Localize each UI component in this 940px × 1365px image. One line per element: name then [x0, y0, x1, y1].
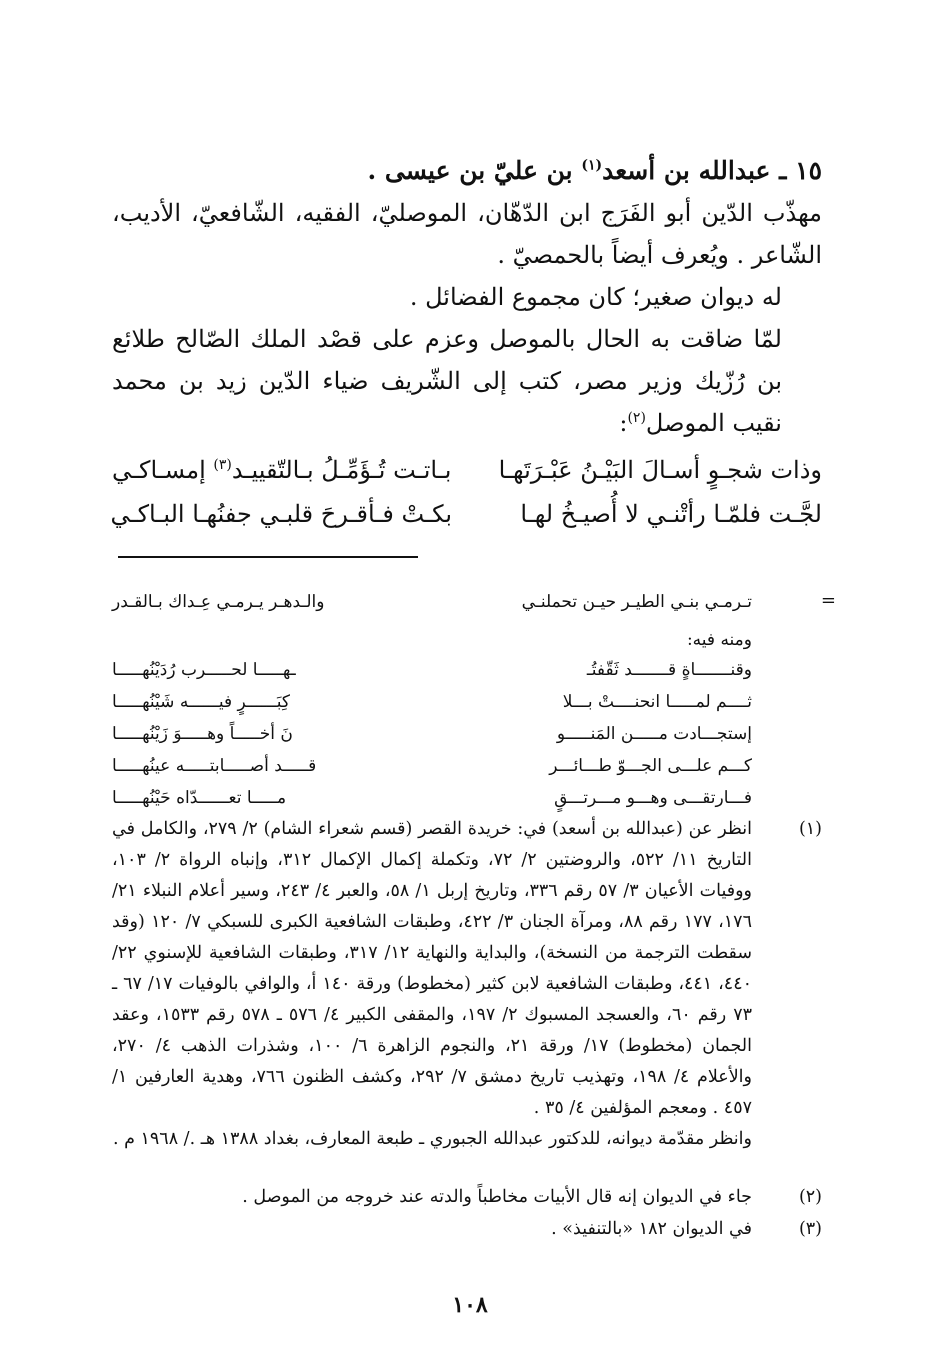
footnote-number: (٢)	[798, 1187, 822, 1207]
footnote-3	[112, 1214, 822, 1245]
footnote-verse-line	[112, 724, 752, 756]
footnote-ref-3: (٣)	[213, 457, 232, 473]
footnote-verse-hemistich-2: مـــــا تعــــــدّاه حَيْنُهـــــا	[112, 788, 287, 808]
footnote-verse-hemistich-1: تـرمـي بنـي الطيـر حيـن تحملنـي	[521, 592, 752, 612]
footnote-verse-line	[112, 756, 752, 788]
entry-title	[112, 150, 822, 192]
footnote-text: انظر عن (عبدالله بن أسعد) في: خريدة القصر (قسم شعراء الشام) ٢/ ٢٧٩، والكامل في التاريخ ١١/ ٥٢٢، والروضتين ٢/ ٧٢، وتكملة إكمال الإكمال ٣١٢، وإنباه الرواة ٢/ ١٠٣، ووفيات الأعيان ٣/ ٥٧ رقم ٣٣٦، وتاريخ إربل ١/ ٥٨، والعبر ٤/ ٢٤٣، وسير أعلام النبلاء ٢١/ ١٧٦، ١٧٧ رقم ٨٨، ومرآة الجنان ٣/ ٤٢٢، وطبقات الشافعية الكبرى للسبكي ٧/ ١٢٠ (وقد سقطت الترجمة من النسخة)، والبداية والنهاية ١٢/ ٣١٧، وطبقات الشافعية للإسنوي ٢٢/ ٤٤٠، ٤٤١، وطبقات الشافعية لابن كثير (مخطوط) ورقة ١٤٠ أ، والوافي بالوفيات ١٧/ ٦٧ ـ ٧٣ رقم ٦٠، والعسجد المسبوك ٢/ ١٩٧، والمقفى الكبير ٤/ ٥٧٦ ـ ٥٧٨ رقم ١٥٣٣، وعقد الجمان (مخطوط) ١٧/ ورقة ٢١، والنجوم الزاهرة ٦/ ١٠٠، وشذرات الذهب ٤/ ٢٧٠، والأعلام ٤/ ١٩٨، وتهذيب تاريخ دمشق ٧/ ٢٩٢، وكشف الظنون ٧٦٦، وهدية العارفين ١/ ٤٥٧ . ومعجم المؤلفين ٤/ ٣٥ .	[112, 819, 753, 1118]
verse-hemistich-2	[112, 456, 452, 484]
entry-paragraph-1: مهذّب الدّين أبو الفَرَج ابن الدّهّان، الموصليّ، الفقيه، الشّافعيّ، الأديب، الشّاعر . ويُعرف أيضاً بالحمصيّ .	[112, 199, 822, 269]
entry-paragraph-3-colon: :	[619, 409, 628, 437]
footnote-verse-hemistich-2: والـدهـر يـرمـي عِـداك بـالقـدر	[112, 592, 325, 612]
footnote-text-2: وانظر مقدّمة ديوانه، للدكتور عبدالله الجبوري ـ طبعة المعارف، بغداد ١٣٨٨ هـ ./ ١٩٦٨ م .	[112, 1129, 752, 1149]
footnote-text: في الديوان ١٨٢ «بالتنفيذ» .	[551, 1219, 752, 1239]
footnote-number: (٣)	[798, 1219, 822, 1239]
verse-hemistich-1: وذات شجـوٍ أسـالَ البَيْـنُ عَبْـرَتَهـا	[498, 456, 822, 484]
verse-hemistich-2-end: إمسـاكـي	[112, 456, 214, 484]
footnote-verse-line	[112, 660, 752, 692]
footnote-verse-hemistich-2: نَ أخـــــاً وهـــــوَ زَيْنُهـــــا	[112, 724, 293, 744]
footnote-number: (١)	[798, 819, 822, 839]
title-footnote-ref: (١)	[581, 157, 603, 174]
footnote-1	[112, 814, 822, 1155]
footnote-verse-line	[112, 592, 752, 624]
footnote-ref-2: (٢)	[627, 410, 646, 426]
footnote-2	[112, 1182, 822, 1213]
footnote-verse-hemistich-1: وقنـــــــاةٍ قـــــــد ثَقّفتُـ	[586, 660, 752, 680]
footnote-verse-hemistich-1: إستجـــادت مـــــن المَنـــــو	[556, 724, 752, 744]
footnote-verse-hemistich-1: فـــارتقـــى وهـــو مـــرتـــقٍ	[554, 788, 752, 808]
verse-hemistich-2: بكـتْ فـأقـرحَ قلبـي جفنُهـا البـاكـي	[110, 500, 452, 528]
verse-hemistich-1: لجَّـت فلمّـا رأتْنـي لا أُصيـخُ لهـا	[520, 500, 822, 528]
entry-paragraph-3-text: لمّا ضاقت به الحال بالموصل وعزم على قصْد الملك الصّالح طلائع بن رُزّيك وزير مصر، كتب إلى الشّريف ضياء الدّين زيد بن محمد نقيب الموصل	[112, 325, 782, 437]
footnote-verse-hemistich-2: قـــــد أصـــــابتـــــه عينُهـــــا	[112, 756, 317, 776]
continuation-marker: =	[820, 590, 836, 611]
verse-line-1	[112, 456, 822, 500]
footnote-text: جاء في الديوان إنه قال الأبيات مخاطباً والدته عند خروجه من الموصل .	[242, 1187, 752, 1207]
entry-paragraph-3	[112, 318, 822, 444]
footnote-verse-hemistich-1: كـــم علـــى الجـــوّ طـــائـــر	[549, 756, 752, 776]
entry-body	[112, 150, 822, 444]
verse-line-2	[112, 500, 822, 544]
page-number: ١٠٨	[452, 1292, 488, 1318]
footnote-verse-line	[112, 692, 752, 724]
footnote-verse-hemistich-2: كِبَــــــرٍ فيــــــه شَيْنُهـــــا	[112, 692, 290, 712]
footnote-verse-intro: ومنه فيه:	[686, 630, 752, 650]
footnote-verse-hemistich-1: ثــــم لمـــــا انحنــــتْ بـــلا	[562, 692, 752, 712]
verse-hemistich-2-text: بـاتـت تُـؤَمِّـلُ بـالتّقييـد	[231, 456, 452, 484]
footnote-separator	[118, 556, 418, 558]
entry-paragraph-2: له ديوان صغير؛ كان مجموع الفضائل .	[409, 283, 782, 311]
entry-title-suffix: بن عليّ بن عيسى .	[367, 156, 582, 185]
footnote-verse-hemistich-2: ـهـــــا لحـــــرب رُدَيْنُهـــــا	[112, 660, 296, 680]
entry-title-prefix: ١٥ ـ عبدالله بن أسعد	[602, 156, 822, 185]
